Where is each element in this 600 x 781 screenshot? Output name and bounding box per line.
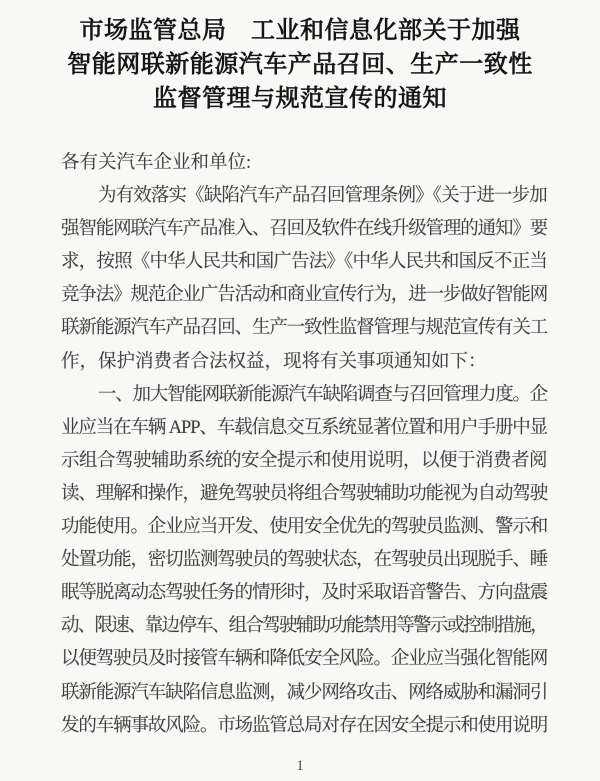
body-line: 竞争法》规范企业广告活动和商业宣传行为，进一步做好智能网 bbox=[61, 285, 548, 306]
body-line: 处置功能，密切监测驾驶员的驾驶状态，在驾驶员出现脱手、睡 bbox=[61, 550, 548, 571]
body-line: 眠等脱离动态驾驶任务的情形时，及时采取语音警告、方向盘震 bbox=[61, 583, 548, 604]
body-line: 作，保护消费者合法权益，现将有关事项通知如下： bbox=[61, 351, 487, 372]
body-line: 动、限速、靠边停车、组合驾驶辅助功能禁用等警示或控制措施， bbox=[61, 616, 548, 637]
body-line: 联新能源汽车缺陷信息监测，减少网络攻击、网络威胁和漏洞引 bbox=[61, 682, 548, 703]
salutation-line: 各有关汽车企业和单位: bbox=[61, 153, 252, 173]
body-line: 读、理解和操作，避免驾驶员将组合驾驶辅助功能视为自动驾驶 bbox=[61, 483, 548, 504]
document-title-line: 监督管理与规范宣传的通知 bbox=[153, 86, 447, 112]
body-line: 求，按照《中华人民共和国广告法》《中华人民共和国反不正当 bbox=[61, 252, 548, 273]
body-line: 强智能网联汽车产品准入、召回及软件在线升级管理的通知》要 bbox=[61, 219, 548, 240]
body-line: 功能使用。企业应当开发、使用安全优先的驾驶员监测、警示和 bbox=[61, 517, 548, 538]
body-line: 为有效落实《缺陷汽车产品召回管理条例》《关于进一步加 bbox=[98, 186, 547, 207]
document-title bbox=[0, 14, 600, 116]
body-line: 示组合驾驶辅助系统的安全提示和使用说明，以便于消费者阅 bbox=[61, 450, 548, 471]
body-line: 以便驾驶员及时接管车辆和降低安全风险。企业应当强化智能网 bbox=[61, 649, 548, 670]
document-body bbox=[61, 147, 547, 743]
body-line: 业应当在车辆 APP、车载信息交互系统显著位置和用户手册中显 bbox=[61, 417, 547, 438]
document-title-line: 智能网联新能源汽车产品召回、生产一致性 bbox=[67, 52, 533, 78]
body-line: 联新能源汽车产品召回、生产一致性监督管理与规范宣传有关工 bbox=[61, 318, 548, 339]
body-line-section-heading: 一、加大智能网联新能源汽车缺陷调查与召回管理力度。企 bbox=[98, 384, 548, 405]
document-title-line: 市场监管总局 工业和信息化部关于加强 bbox=[79, 18, 521, 44]
body-line: 发的车辆事故风险。市场监管总局对存在因安全提示和使用说明 bbox=[61, 715, 548, 736]
page-number: 1 bbox=[296, 758, 304, 774]
